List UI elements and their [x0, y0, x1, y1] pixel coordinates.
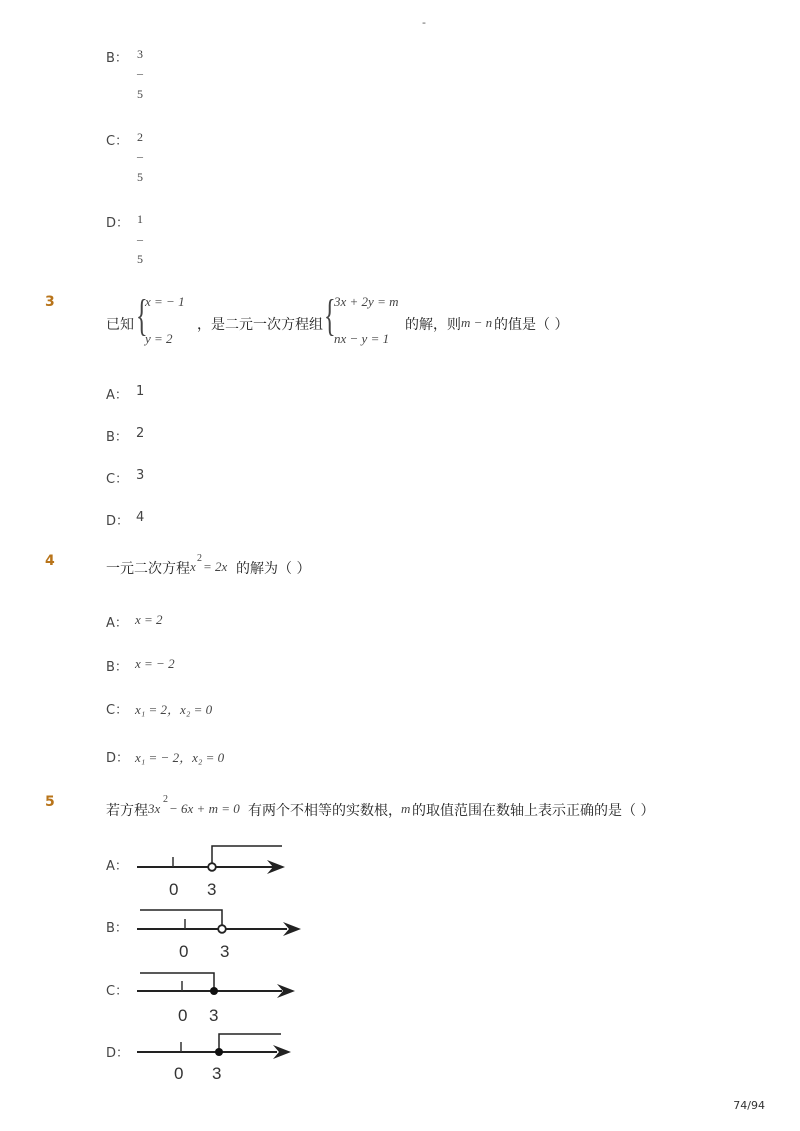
stem-suffix-b: 的值是（ ）	[494, 317, 569, 333]
question-number: 4	[45, 553, 55, 569]
option-letter: D：	[106, 1046, 130, 1061]
system-1-line-1: x = − 1	[145, 294, 185, 309]
closed-point	[215, 1048, 223, 1056]
number-line	[125, 964, 305, 1026]
open-point	[208, 863, 216, 871]
stem-prefix: 一元二次方程	[106, 561, 190, 577]
system-2-line-2: nx − y = 1	[334, 331, 390, 346]
option-letter: C：	[106, 984, 129, 999]
system-2-line-1: 3x + 2y = m	[334, 294, 399, 309]
option-text: x = 2	[135, 612, 163, 627]
option-letter: A：	[106, 859, 128, 874]
option-letter: A：	[106, 616, 128, 631]
open-point	[218, 925, 226, 933]
option-text: x = − 2	[135, 656, 175, 671]
option-letter: D：	[106, 216, 130, 231]
option-letter: D：	[106, 751, 130, 766]
system-1-line-2: y = 2	[145, 331, 173, 346]
stem-suffix: 的解为（ ）	[236, 561, 311, 577]
top-mark: -	[422, 16, 426, 29]
stem-middle: 有两个不相等的实数根，	[248, 803, 402, 819]
option-letter: B：	[106, 921, 128, 936]
stem-middle: ，是二元一次方程组	[197, 317, 323, 333]
stem-suffix-a: 的解，则	[405, 317, 461, 333]
stem-suffix: 的取值范围在数轴上表示正确的是（ ）	[412, 803, 655, 819]
option-text: x₁ = 2，x₂ = 0	[135, 702, 213, 717]
left-brace: {	[324, 291, 336, 340]
label-zero: 0	[179, 942, 189, 961]
option-letter: B：	[106, 51, 128, 66]
range-bracket	[140, 973, 214, 991]
option-value: 1	[136, 384, 145, 399]
question-number: 3	[45, 294, 55, 310]
equation-exponent: 2	[197, 553, 202, 564]
fraction-denominator: 5	[137, 170, 143, 184]
option-letter: A：	[106, 388, 128, 403]
range-bracket	[219, 1034, 281, 1052]
stem-prefix: 若方程	[106, 803, 148, 819]
fraction-numerator: 2	[137, 130, 143, 144]
equation-part-b: − 6x + m = 0	[169, 801, 240, 816]
option-value: 3	[136, 468, 145, 483]
equation-rhs: = 2x	[203, 559, 228, 574]
number-line	[125, 900, 310, 962]
fraction-numerator: 3	[137, 47, 143, 61]
label-three: 3	[212, 1064, 222, 1083]
left-brace: {	[136, 291, 148, 340]
option-letter: B：	[106, 660, 128, 675]
closed-point	[210, 987, 218, 995]
fraction-bar: –	[137, 232, 143, 246]
label-three: 3	[209, 1006, 219, 1025]
number-line	[125, 840, 305, 900]
fraction-denominator: 5	[137, 252, 143, 266]
equation-part-a: 3x	[148, 801, 161, 816]
fraction-denominator: 5	[137, 87, 143, 101]
stem-prefix: 已知	[106, 317, 134, 333]
range-bracket	[140, 910, 222, 929]
label-zero: 0	[178, 1006, 188, 1025]
option-letter: C：	[106, 703, 129, 718]
label-zero: 0	[174, 1064, 184, 1083]
option-value: 4	[136, 510, 145, 525]
label-three: 3	[207, 880, 217, 899]
option-value: 2	[136, 426, 145, 441]
option-letter: C：	[106, 472, 129, 487]
fraction-bar: –	[137, 149, 143, 163]
option-letter: C：	[106, 134, 129, 149]
label-zero: 0	[169, 880, 179, 899]
equation-lhs: x	[190, 559, 196, 574]
option-text: x₁ = − 2，x₂ = 0	[135, 750, 225, 765]
number-line	[125, 1028, 300, 1088]
fraction-numerator: 1	[137, 212, 143, 226]
page-number: 74/94	[733, 1099, 765, 1112]
stem-variable: m	[401, 801, 411, 816]
fraction-bar: –	[137, 66, 143, 80]
label-three: 3	[220, 942, 230, 961]
equation-exponent: 2	[163, 794, 168, 805]
option-letter: B：	[106, 430, 128, 445]
option-letter: D：	[106, 514, 130, 529]
stem-expression: m − n	[461, 315, 493, 330]
question-number: 5	[45, 794, 55, 810]
